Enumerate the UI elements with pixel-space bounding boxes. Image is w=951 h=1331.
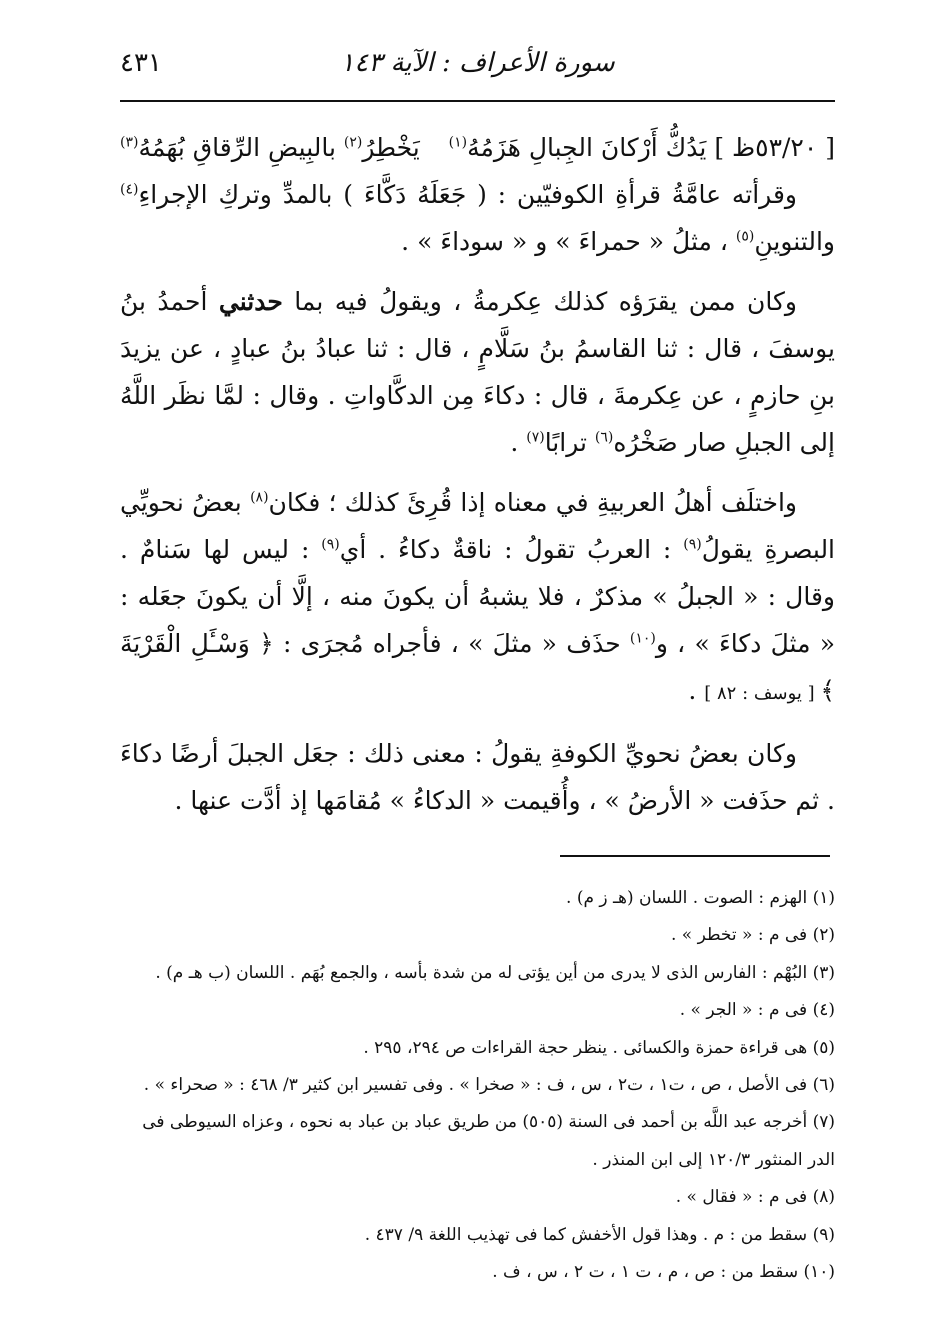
footnote-ref: (١) [448,134,468,151]
running-title: سورة الأعراف : الآية ١٤٣ [340,48,615,78]
paragraph: وقرأته عامَّةُ قرأةِ الكوفيّين : ( جَعَلَهُ دَكَّاءَ ) بالمدِّ وتركِ الإجراءِ$^{(٤)}$ والتنوينِ$^{(٥)}$ ، مثلُ « حمراءَ » و « سوداءَ » . [120,180,835,256]
footnote: (٤) فى م : « الجر » . [679,1000,835,1021]
page-header [120,42,835,102]
main-text [120,112,835,837]
paragraph: واختلَف أهلُ العربيةِ في معناه إذا قُرِئَ كذلك ؛ فكان$^{(٨)}$ بعضُ نحويِّي البصرةِ يقولُ$^{(٩)}$ : العربُ تقولُ : ناقةٌ دكاءُ . أي$^{(٩)}$ : ليس لها سَنامٌ . وقال : « الجبلُ » مذكرٌ ، فلا يشبهُ أن يكونَ منه ، إلَّا أن يكونَ جعَله : « مثلَ دكاءَ » ، و$^{(١٠)}$ حذَف « مثلَ » ، فأجراه مُجرَى : ﴿ وَسْـَٔلِ الْقَرْيَةَ ﴾ [ يوسف : ٨٢ ] . [120,488,836,705]
quran-citation: [ يوسف : ٨٢ ] [704,683,821,704]
footnote: (١) الهزم : الصوت . اللسان (هـ ز م) . [566,888,835,908]
footnote-separator [560,855,830,857]
footnote: (٢) فى م : « تخطر » . [670,925,835,946]
footnote: (٨) فى م : « فقال » . [675,1187,835,1208]
footnote-ref: (٥) [735,228,755,245]
footnote-ref: (٩) [321,536,340,553]
footnote-ref: (٣) [120,134,139,151]
verse-first-half: [ ٥٣/٢٠ظ ] يَدُكُّ أَرْكانَ الجِبالِ هَزَمُهُ$^{(١)}$ [448,133,835,162]
footnote-ref: (٩) [683,536,702,553]
footnote-ref: (٦) [594,429,614,446]
footnote: (١٠) سقط من : ص ، م ، ت ١ ، ت ٢ ، س ، ف . [492,1262,835,1283]
isnad-keyword: حدثني [218,287,283,316]
poetry-verse [120,124,835,171]
footnote: (٣) البُهْم : الفارس الذى لا يدرى من أين يؤتى له من شدة بأسه ، والجمع بُهَم . اللسان (ب هـ م) . [155,962,835,983]
footnote: (٧) أخرجه عبد اللَّه بن أحمد فى السنة (٥٠٥) من طريق عباد بن عباد به نحوه ، وعزاه السيوطى فى الدر المنثور ١٢٠/٣ إلى ابن المنذر . [142,1112,835,1170]
footnote: (٥) هى قراءة حمزة والكسائى . ينظر حجة القراءات ص ٢٩٤، ٢٩٥ . [363,1037,835,1058]
verse-second-half: يَخْطِرُ$^{(٢)}$ بالبِيضِ الرِّقاقِ بُهَمُهُ$^{(٣)}$ [120,133,420,162]
footnote-ref: (١٠) [629,630,656,647]
footnote: (٦) فى الأصل ، ص ، ت١ ، ت٢ ، س ، ف : « صخرا » . وفى تفسير ابن كثير ٣/ ٤٦٨ : « صحراء » . [143,1075,835,1096]
footnote-ref: (٨) [250,489,269,506]
paragraph: وكان ممن يقرَؤه كذلك عِكرمةُ ، ويقولُ فيه بما حدثني أحمدُ بنُ يوسفَ ، قال : ثنا القاسمُ بنُ سَلَّامٍ ، قال : ثنا عبادُ بنُ عبادٍ ، عن يزيدَ بنِ حازمٍ ، عن عِكرمةَ ، قال : دكاءَ مِن الدكَّاواتِ . وقال : لمَّا نظَر اللَّهُ إلى الجبلِ صار صَخْرُه$^{(٦)}$ ترابًا$^{(٧)}$ . [120,287,835,457]
footnote-ref: (٢) [343,134,363,151]
paragraph: وكان بعضُ نحويِّ الكوفةِ يقولُ : معنى ذلك : جعَل الجبلَ أرضًا دكاءَ . ثم حذَفت « الأرضُ » ، وأُقيمت « الدكاءُ » مُقامَها إذ أدَّت عنها . [120,739,835,815]
footnotes [120,880,835,1291]
quran-quote: ﴿ وَسْـَٔلِ الْقَرْيَةَ ﴾ [120,629,835,705]
footnote-ref: (٧) [526,429,545,446]
manuscript-ref: [ ٥٣/٢٠ظ ] [714,133,835,162]
footnote: (٩) سقط من : م . وهذا قول الأخفش كما فى تهذيب اللغة ٩/ ٤٣٧ . [364,1224,835,1245]
footnote-ref: (٤) [120,181,139,198]
page-number: ٤٣١ [120,48,162,78]
